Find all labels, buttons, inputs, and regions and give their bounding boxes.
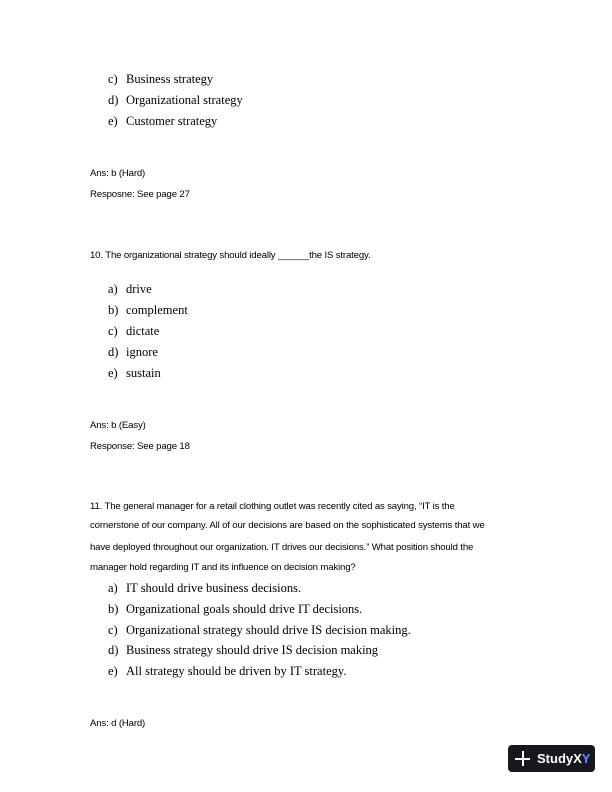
option-text: Organizational goals should drive IT decisions. xyxy=(126,602,363,616)
option-text: All strategy should be driven by IT strategy. xyxy=(126,664,347,678)
option-letter: e) xyxy=(108,664,118,678)
studyxy-badge[interactable] xyxy=(508,745,595,772)
brand-accent: Y xyxy=(581,751,591,766)
option-text: IT should drive business decisions. xyxy=(126,581,302,595)
q10-answer: Ans: b (Easy) xyxy=(90,420,146,431)
brand-main: StudyX xyxy=(537,751,582,766)
option-text: Business strategy xyxy=(126,72,214,86)
option-letter: e) xyxy=(108,114,118,128)
brand-logo xyxy=(537,751,590,766)
q11-question-line-3: have deployed throughout our organization. IT drives our decisions.” What position should the xyxy=(90,542,474,553)
option-text: Business strategy should drive IS decision making xyxy=(126,643,379,657)
q11-question-line-4: manager hold regarding IT and its influence on decision making? xyxy=(90,562,356,573)
q10-question: 10. The organizational strategy should ideally ______the IS strategy. xyxy=(90,250,371,261)
q11-question-line-2: cornerstone of our company. All of our decisions are based on the sophisticated systems that we xyxy=(90,520,485,531)
option-text: sustain xyxy=(126,366,161,380)
option-letter: b) xyxy=(108,602,119,616)
option-letter: c) xyxy=(108,72,118,86)
option-letter: b) xyxy=(108,303,119,317)
q9-answer: Ans: b (Hard) xyxy=(90,168,146,179)
q11-answer: Ans: d (Hard) xyxy=(90,718,146,729)
option-text: Organizational strategy xyxy=(126,93,243,107)
option-letter: a) xyxy=(108,581,118,595)
option-letter: a) xyxy=(108,282,118,296)
option-text: drive xyxy=(126,282,152,296)
option-letter: e) xyxy=(108,366,118,380)
option-text: complement xyxy=(126,303,188,317)
option-letter: c) xyxy=(108,324,118,338)
q10-response: Response: See page 18 xyxy=(90,441,190,452)
option-letter: d) xyxy=(108,93,119,107)
option-text: dictate xyxy=(126,324,160,338)
q9-response: Resposne: See page 27 xyxy=(90,189,190,200)
option-text: Organizational strategy should drive IS decision making. xyxy=(126,623,411,637)
option-letter: d) xyxy=(108,643,119,657)
option-letter: d) xyxy=(108,345,119,359)
q11-question-line-1: 11. The general manager for a retail clothing outlet was recently cited as saying, “IT is the xyxy=(90,501,455,512)
plus-icon xyxy=(515,751,530,766)
option-text: ignore xyxy=(126,345,158,359)
option-text: Customer strategy xyxy=(126,114,218,128)
option-letter: c) xyxy=(108,623,118,637)
